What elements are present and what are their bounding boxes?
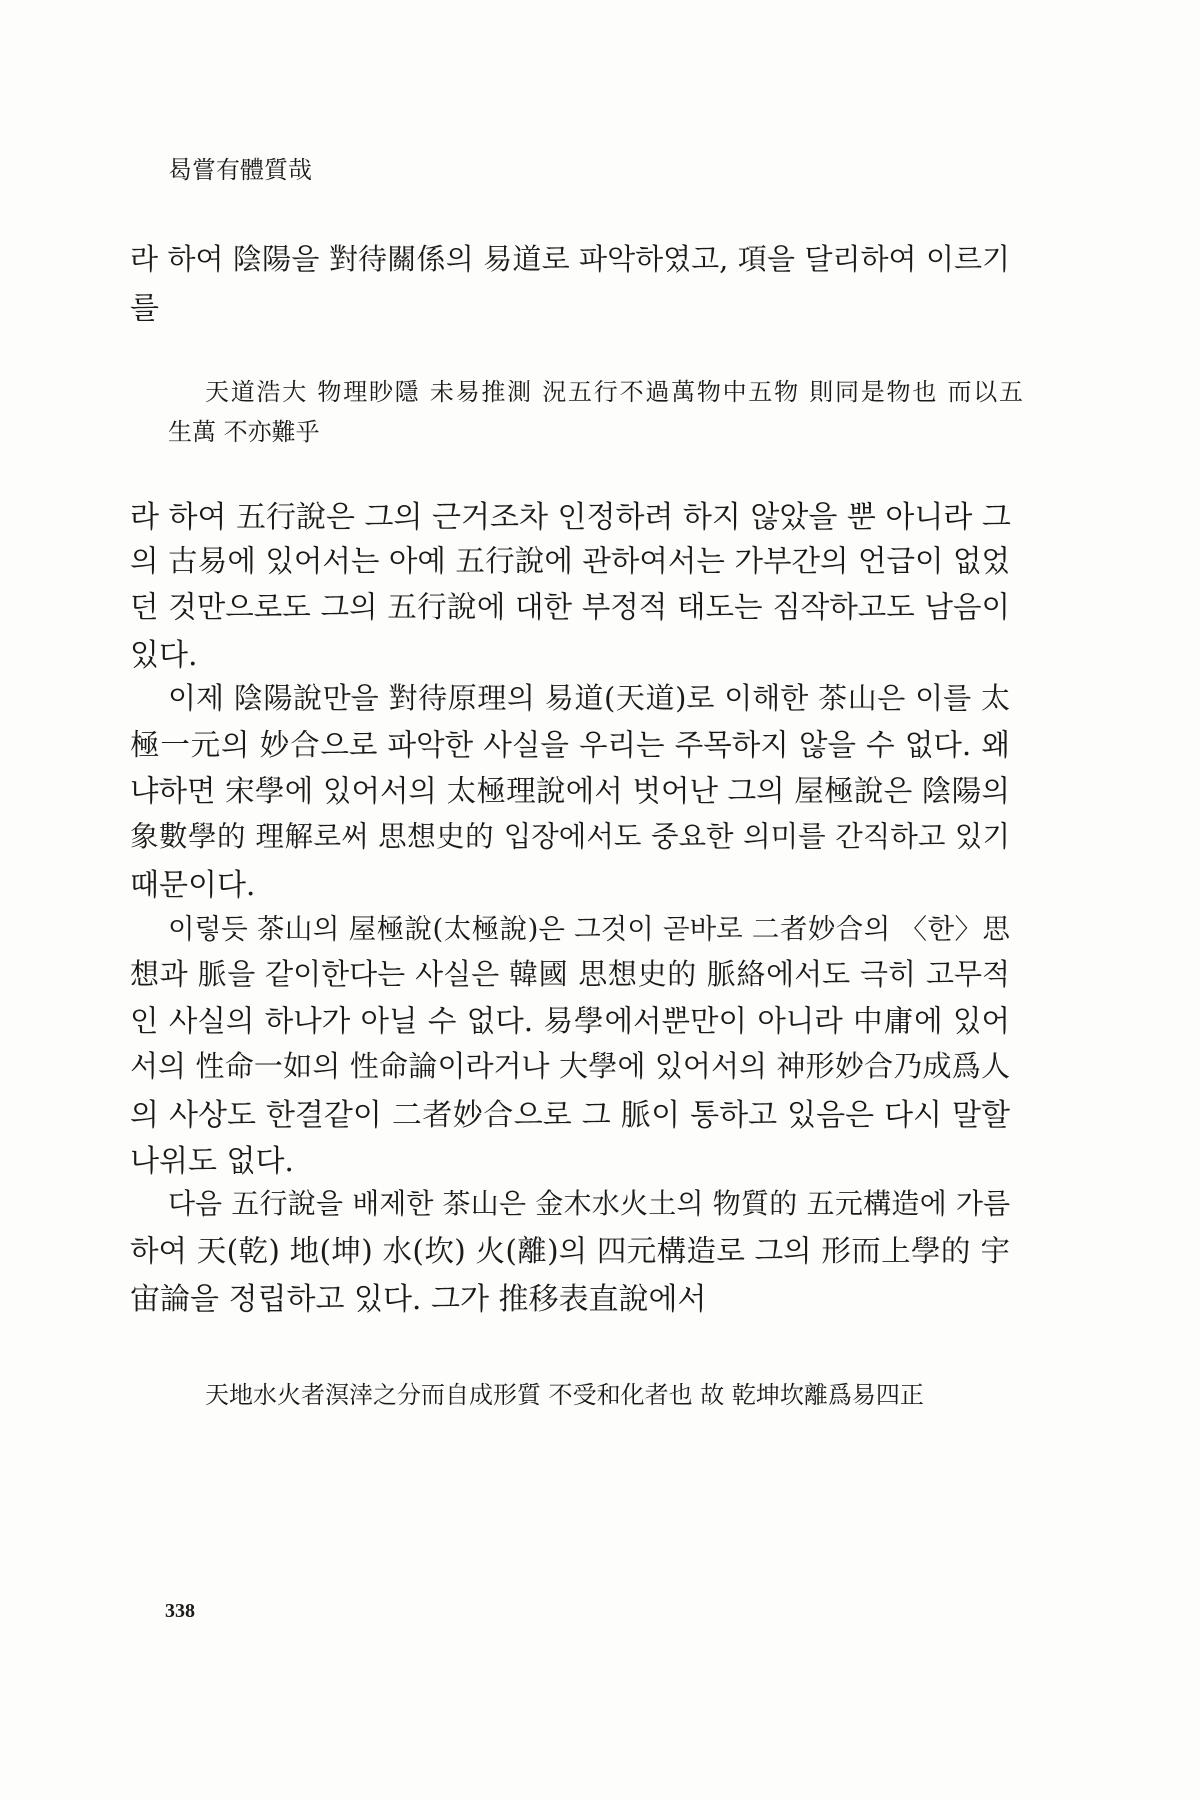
body-line: 인 사실의 하나가 아닐 수 없다. 易學에서뿐만이 아니라 中庸에 있어 — [130, 1004, 1010, 1038]
body-line: 있다. — [130, 638, 198, 673]
body-line: 던 것만으로도 그의 五行說에 대한 부정적 태도는 짐작하고도 남음이 — [130, 590, 1010, 624]
quote-line: 天地水火者溟涬之分而自成形質 不受和化者也 故 乾坤坎離爲易四正 — [205, 1381, 924, 1409]
body-line: 의 사상도 한결같이 二者妙合으로 그 脈이 통하고 있음은 다시 말할 — [130, 1098, 1010, 1133]
body-line: 를 — [130, 291, 159, 326]
quote-line: 生萬 不亦難乎 — [168, 418, 320, 446]
body-line: 서의 性命一如의 性命論이라거나 大學에 있어서의 神形妙合乃成爲人 — [130, 1049, 1010, 1083]
body-line: 다음 五行說을 배제한 茶山은 金木水火土의 物質的 五元構造에 가름 — [168, 1187, 1010, 1220]
body-line: 나위도 없다. — [130, 1144, 294, 1179]
body-line: 이제 陰陽說만을 對待原理의 易道(天道)로 이해한 茶山은 이를 太 — [168, 681, 1010, 715]
body-line: 때문이다. — [130, 868, 256, 903]
body-line: 想과 脈을 같이한다는 사실은 韓國 思想史的 脈絡에서도 극히 고무적 — [130, 957, 1010, 991]
body-line: 냐하면 宋學에 있어서의 太極理說에서 벗어난 그의 屋極說은 陰陽의 — [130, 774, 1010, 808]
body-line: 宙論을 정립하고 있다. 그가 推移表直說에서 — [130, 1282, 707, 1317]
quote-line: 天道浩大 物理眇隱 未易推測 況五行不過萬物中五物 則同是物也 而以五 — [205, 378, 1023, 406]
body-line: 象數學的 理解로써 思想史的 입장에서도 중요한 의미를 간직하고 있기 — [130, 820, 1010, 853]
page-number: 338 — [165, 1600, 195, 1622]
body-line: 이렇듯 茶山의 屋極說(太極說)은 그것이 곧바로 二者妙合의 〈한〉思 — [168, 913, 1010, 945]
body-line: 極一元의 妙合으로 파악한 사실을 우리는 주목하지 않을 수 없다. 왜 — [130, 728, 1010, 762]
body-line: 하여 天(乾) 地(坤) 水(坎) 火(離)의 四元構造로 그의 形而上學的 宇 — [130, 1234, 1010, 1268]
quote-line: 曷嘗有體質哉 — [168, 156, 312, 184]
body-line: 라 하여 陰陽을 對待關係의 易道로 파악하였고, 項을 달리하여 이르기 — [130, 242, 1010, 276]
body-line: 의 古易에 있어서는 아예 五行說에 관하여서는 가부간의 언급이 없었 — [130, 544, 1010, 578]
body-line: 라 하여 五行說은 그의 근거조차 인정하려 하지 않았을 뿐 아니라 그 — [130, 500, 1011, 535]
